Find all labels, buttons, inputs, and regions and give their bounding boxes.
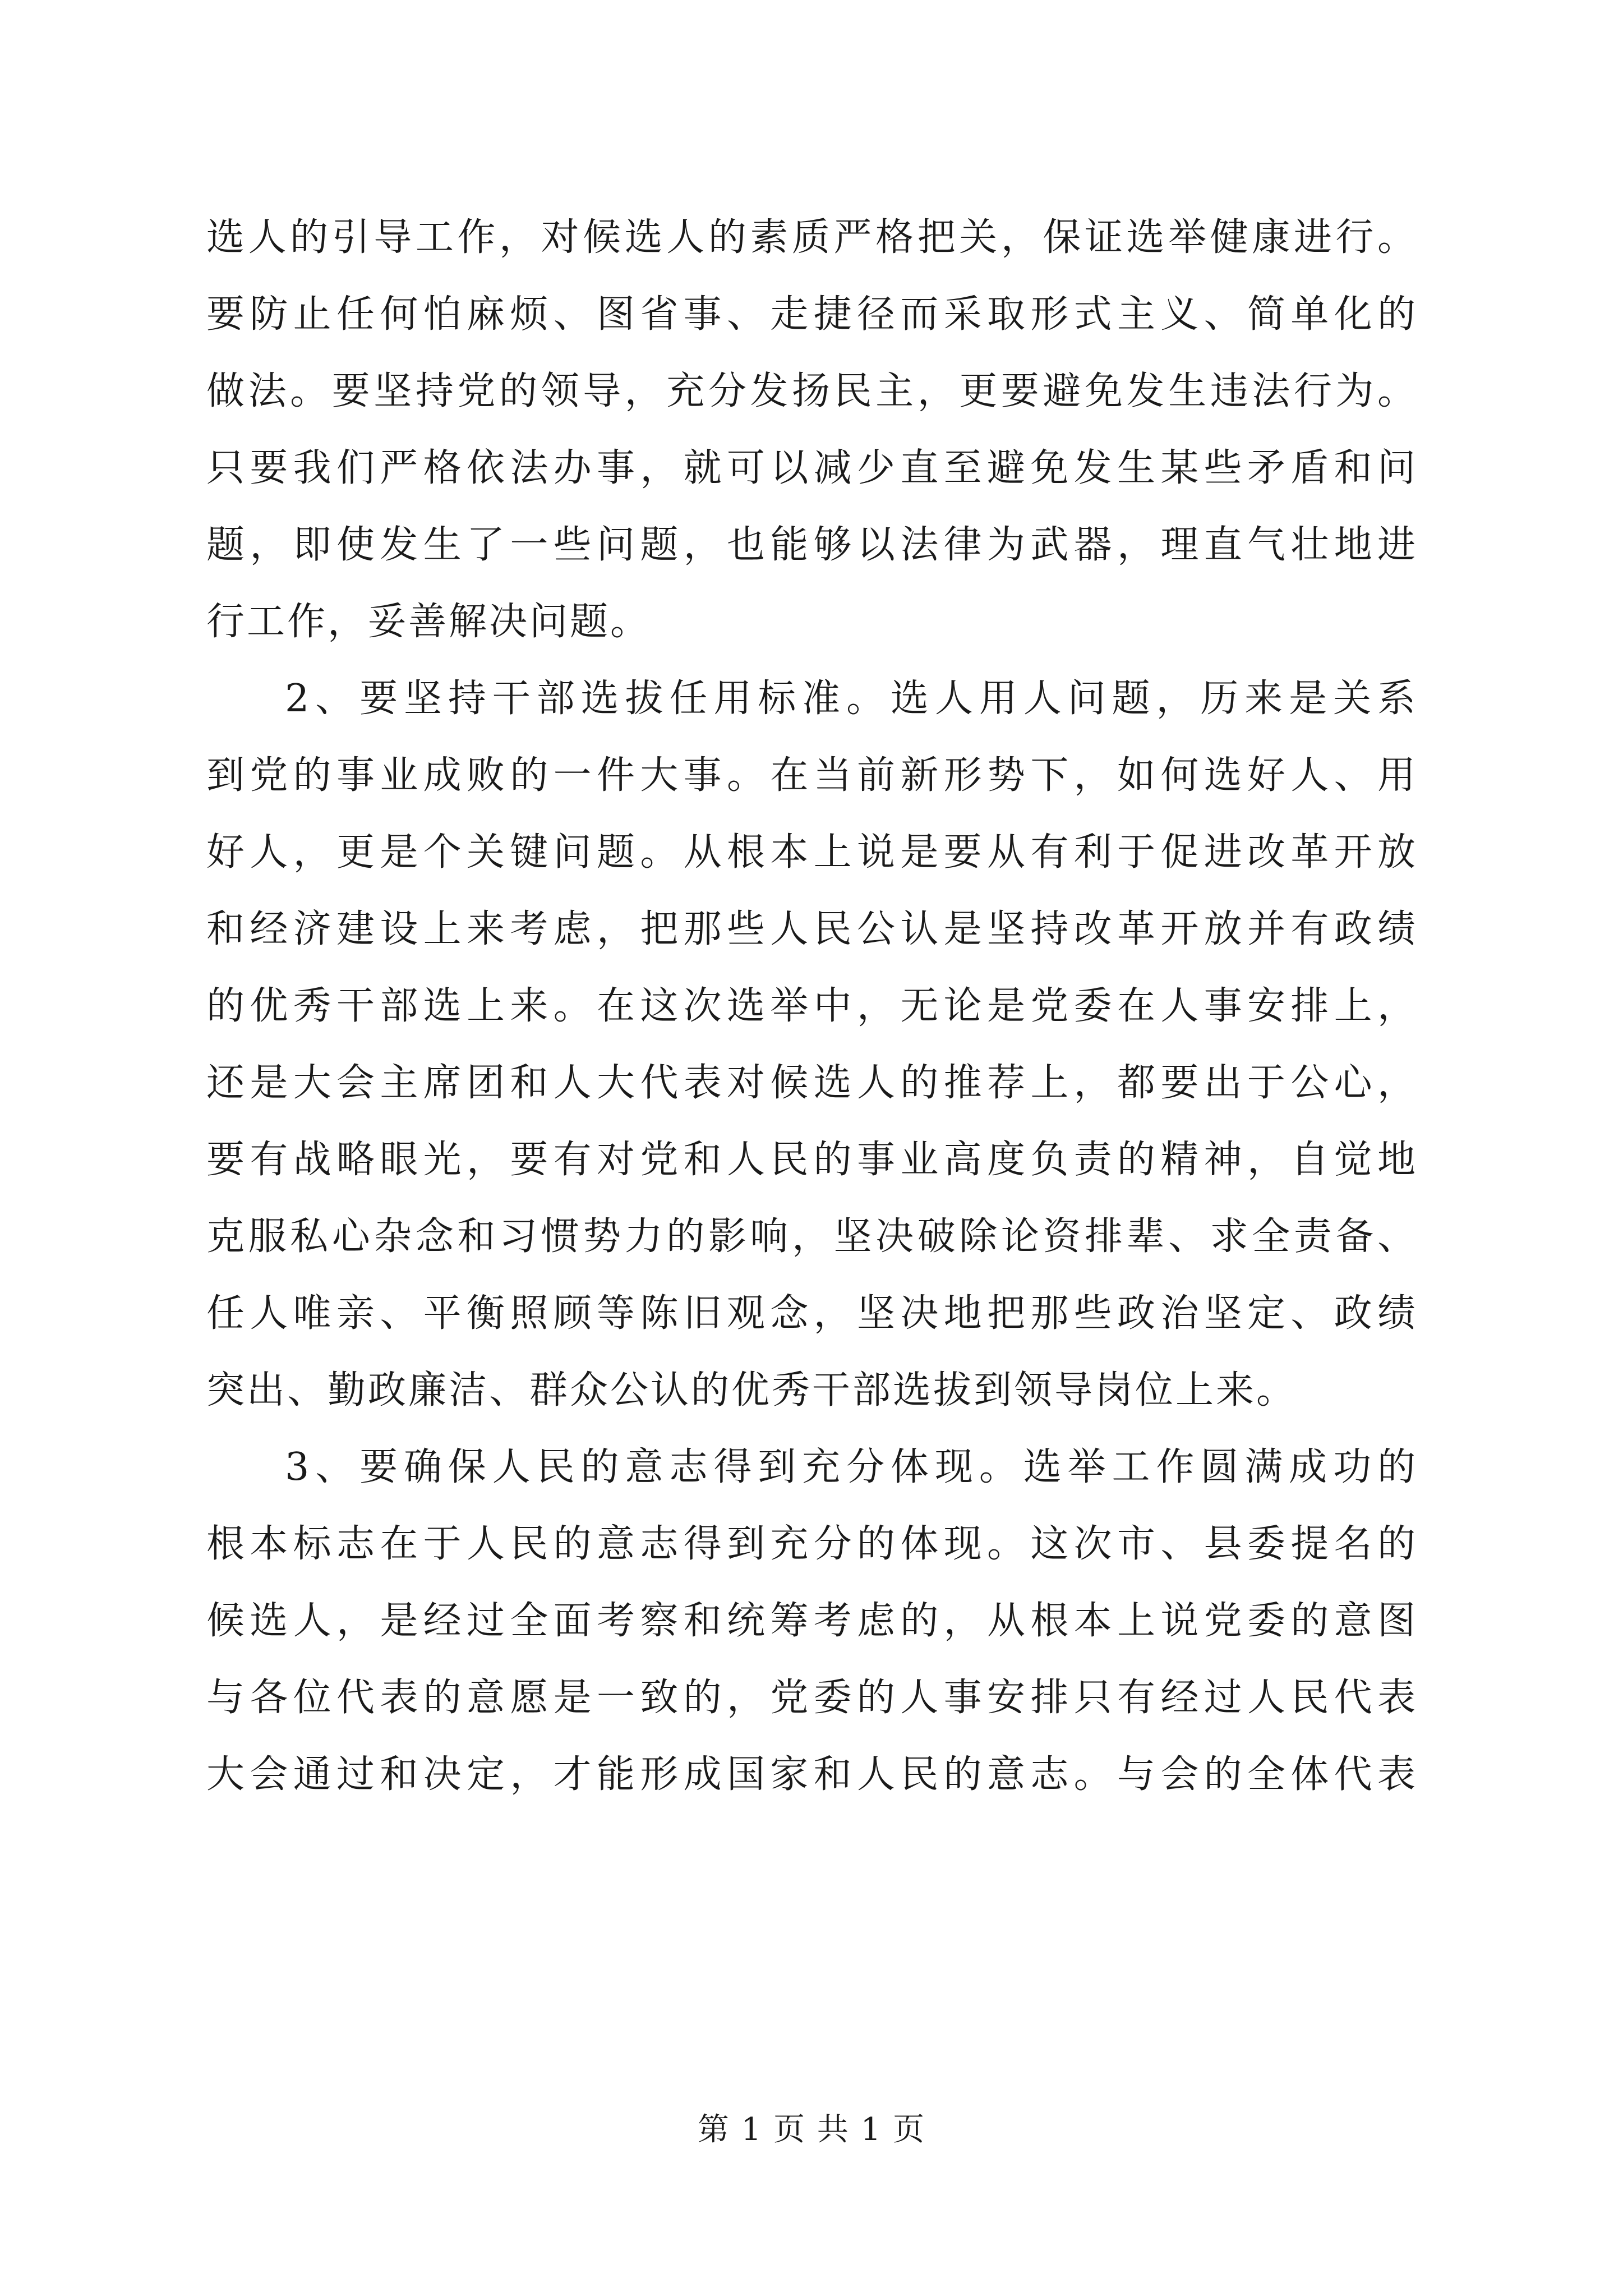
paragraph-2 [206, 660, 1418, 1429]
body-text [206, 199, 1418, 1813]
paragraph-3 [206, 1429, 1418, 1813]
text-line: 的优秀干部选上来。在这次选举中，无论是党委在人事安排上， [206, 984, 1418, 1028]
page-number-label: 第 1 页 共 1 页 [697, 2111, 926, 2148]
text-line: 大会通过和决定，才能形成国家和人民的意志。与会的全体代表 [206, 1752, 1418, 1797]
text-line: 2、要坚持干部选拔任用标准。选人用人问题，历来是关系 [285, 677, 1418, 721]
text-line: 任人唯亲、平衡照顾等陈旧观念，坚决地把那些政治坚定、政绩 [206, 1291, 1418, 1336]
text-line: 和经济建设上来考虑，把那些人民公认是坚持改革开放并有政绩 [206, 907, 1418, 951]
page-footer [0, 2105, 1623, 2150]
text-line: 与各位代表的意愿是一致的，党委的人事安排只有经过人民代表 [206, 1676, 1418, 1720]
text-line: 到党的事业成败的一件大事。在当前新形势下，如何选好人、用 [206, 753, 1418, 798]
text-line: 克服私心杂念和习惯势力的影响，坚决破除论资排辈、求全责备、 [206, 1214, 1418, 1259]
text-line: 题，即使发生了一些问题，也能够以法律为武器，理直气壮地进 [206, 523, 1418, 567]
text-line: 只要我们严格依法办事，就可以减少直至避免发生某些矛盾和问 [206, 446, 1418, 490]
text-line: 选人的引导工作，对候选人的素质严格把关，保证选举健康进行。 [206, 215, 1418, 260]
text-line: 候选人，是经过全面考察和统筹考虑的，从根本上说党委的意图 [206, 1599, 1418, 1643]
text-line: 要防止任何怕麻烦、图省事、走捷径而采取形式主义、简单化的 [206, 292, 1418, 337]
text-line: 根本标志在于人民的意志得到充分的体现。这次市、县委提名的 [206, 1522, 1418, 1566]
text-line: 好人，更是个关键问题。从根本上说是要从有利于促进改革开放 [206, 830, 1418, 875]
text-line: 3、要确保人民的意志得到充分体现。选举工作圆满成功的 [285, 1445, 1418, 1489]
text-line: 还是大会主席团和人大代表对候选人的推荐上，都要出于公心， [206, 1061, 1418, 1105]
paragraph-1 [206, 199, 1418, 660]
text-line: 突出、勤政廉洁、群众公认的优秀干部选拔到领导岗位上来。 [206, 1368, 1297, 1412]
text-line: 行工作，妥善解决问题。 [206, 600, 651, 644]
text-line: 要有战略眼光，要有对党和人民的事业高度负责的精神，自觉地 [206, 1138, 1418, 1182]
text-line: 做法。要坚持党的领导，充分发扬民主，更要避免发生违法行为。 [206, 369, 1418, 413]
